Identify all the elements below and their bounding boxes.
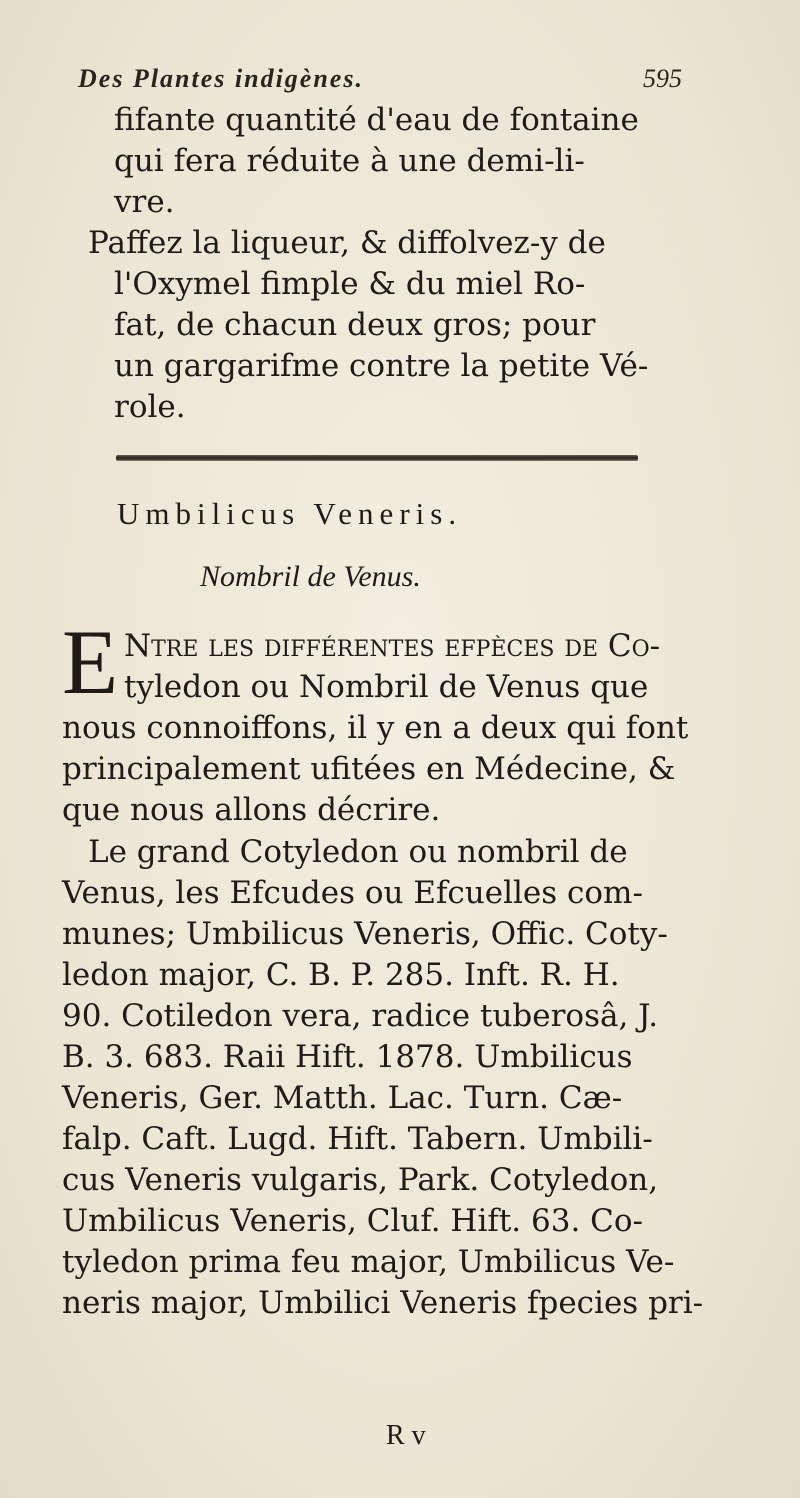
text-line: ledon major, C. B. P. 285. Inft. R. H. — [62, 957, 620, 993]
text-line: fat, de chacun deux gros; pour — [114, 307, 596, 343]
text-line: qui fera réduite à une demi-li- — [114, 143, 585, 179]
text-line: neris major, Umbilici Veneris fpecies pri- — [62, 1285, 704, 1321]
drop-capital: E — [62, 611, 119, 713]
text-line: Veneris, Ger. Matth. Lac. Turn. Cæ- — [62, 1080, 623, 1116]
text-line: 90. Cotiledon vera, radice tuberosâ, J. — [62, 998, 659, 1034]
text-line: tyledon ou Nombril de Venus que — [124, 669, 649, 705]
text-line: Le grand Cotyledon ou nombril de — [88, 834, 628, 870]
text-line: Paffez la liqueur, & diffolvez-y de — [88, 225, 606, 261]
running-head: Des Plantes indigènes. — [78, 64, 364, 93]
text-line: tyledon prima feu major, Umbilicus Ve- — [62, 1244, 675, 1280]
text-line: Venus, les Efcudes ou Efcuelles com- — [62, 875, 643, 911]
text-line: role. — [114, 389, 186, 425]
text-line: B. 3. 683. Raii Hift. 1878. Umbilicus — [62, 1039, 633, 1075]
text-line: un gargarifme contre la petite Vé- — [114, 348, 649, 384]
text-line: nous connoiffons, il y en a deux qui font — [62, 710, 689, 746]
top-text — [62, 100, 762, 428]
text-line: falp. Caft. Lugd. Hift. Tabern. Umbili- — [62, 1121, 653, 1157]
section-subtitle: Nombril de Venus. — [200, 560, 421, 593]
signature-mark: R v — [386, 1420, 426, 1451]
text-line: cus Veneris vulgaris, Park. Cotyledon, — [62, 1162, 659, 1198]
text-line: fifante quantité d'eau de fontaine — [114, 102, 639, 138]
text-line: munes; Umbilicus Veneris, Offic. Coty- — [62, 916, 668, 952]
section-divider-rule — [116, 455, 638, 461]
section-title: Umbilicus Veneris. — [117, 496, 463, 531]
page-number: 595 — [643, 64, 682, 93]
text-line: que nous allons décrire. — [62, 792, 441, 828]
text-line: Ntre les différentes efpèces de Co- — [124, 628, 661, 664]
text-line: l'Oxymel fimple & du miel Ro- — [114, 266, 586, 302]
text-line: Umbilicus Veneris, Cluf. Hift. 63. Co- — [62, 1203, 644, 1239]
text-line: vre. — [114, 184, 175, 220]
intro-paragraph — [62, 626, 762, 831]
description-paragraph — [62, 832, 782, 1324]
text-line: principalement ufitées en Médecine, & — [62, 751, 676, 787]
